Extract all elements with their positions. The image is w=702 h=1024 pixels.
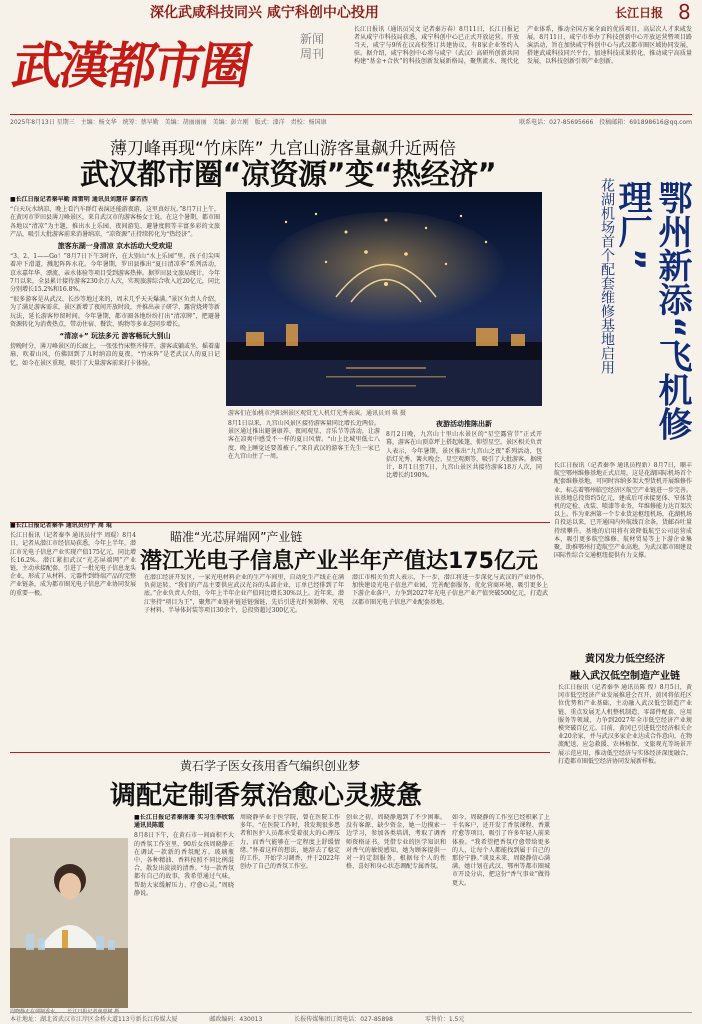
fragrance-column-2: 周晓静毕业于医学院，曾在医院工作多年。“在医院工作时，我发现很多患者和医护人员都承受着很大的心理压力，而香气能够在一定程度上舒缓情绪。”怀着这样的想法，她辞去了稳定的工作，开始学习调香，并于2022年创办了自己的香氛工作室。 — [240, 814, 340, 871]
footer-postcode: 邮政编码：430013 — [209, 1016, 263, 1023]
top-right-article-text: 长江日报讯（通讯员吴文 记者秦方春）8月11日，长江日报记者从咸宁市科技局获悉，咸宁科创中心已正式开放运营。开放当天，咸宁与9所在汉高校签订共建协议，有8家企业签约入驻。据介绍，咸宁科创中心将与咸宁（武汉）高研所创新共同构建“基金+合伙”的科技创新发展新格局，聚焦流水、现代化产业体系，推动全国方案全面的优质项目，高层次人才来咸发展。8月11日，咸宁市举办了科技创新中心开放运营暨项目路演活动，旨在加快咸宁科创中心与武汉都市圈区域协同发展，搭建武咸科技同兴平台，加速科技成果转化，推动咸宁高质量发展，以科技创新引领产业创新。 — [354, 26, 692, 65]
lead-subheading-2: “清凉+” 玩法多元 游客畅玩大别山 — [59, 332, 171, 341]
lead-paragraph-1: “3、2、1——Go！”8月7日下午3时许，在大别山“水上乐园”里，孩子们尖叫着冲下滑道，溅起阵阵水花。今年暑期，罗田县推出“夏日清凉季”系列活动，京水嘉年华、漂流、亲水体验等项目受到游客热捧。据罗田县文旅局统计，今年7月以来，全县累计接待游客230余万人次，实现旅游综合收入近20亿元，同比分别增长15.2%和16.8%。 — [10, 253, 220, 294]
qianjiang-paragraph-1: 长江日报讯（记者秦李 通讯员付宇 周琨）8月4日，记者从潜江市经信局获悉，今年上半年，潜江市光电子信息产业实现产值175亿元，同比增长16.2%。潜江紧扣武汉“光芯屏端网”产业链，主动承接配套，引进了一批光电子信息龙头企业，形成了从材料、元器件到终端产品的完整产业链条，成为都市圈光电子信息产业协同发展的重要一极。 — [10, 532, 136, 597]
lead-column-2 — [228, 420, 380, 518]
lead-paragraph-6: 8月2日晚，九宫山十里山水景区的“星空露营节”正式开幕，游客在山顶草坪上搭起帐篷，仰望星空。景区相关负责人表示，今年暑期，景区推出“九宫山之夜”系列活动，包括灯光秀、篝火晚会、星空观测等，吸引了大批游客。据统计，8月1日至7日，九宫山景区共接待游客18万人次，同比增长约190%。 — [386, 431, 542, 480]
footer-subscribe: 长报传媒集团订阅电话：027-85898 — [294, 1016, 393, 1023]
fragrance-title: 调配定制香氛治愈心灵疲惫 — [110, 781, 423, 811]
fragrance-photo — [10, 838, 128, 1008]
info-bar-contact: 联系电话：027-85695666 投稿邮箱：691898616@qq.com — [519, 119, 692, 126]
qianjiang-column-3: 潜江市相关负责人表示，下一步，潜江将进一步深化与武汉的产业协作，加快建设光电子信息产业园，完善配套服务，优化营商环境，吸引更多上下游企业落户，力争到2027年光电子信息产业产值突破500亿元，打造武汉都市圈光电子信息产业配套基地。 — [352, 574, 548, 606]
huanggang-body: 长江日报讯（记者秦李 通讯员陈 煌）8月5日，黄冈市低空经济产业发展推进会召开，黄冈将依托区位优势和产业基础，主动融入武汉低空制造产业链，重点发展无人机整机制造、零部件配套、应用服务等领域，力争到2027年全市低空经济产业规模突破百亿元。目前，黄冈已引进低空经济相关企业20余家，并与武汉多家企业达成合作意向，在物流配送、应急救援、农林植保、文旅观光等场景开展示范应用，推动低空经济与实体经济深度融合，打造都市圈低空经济协同发展新样板。 — [558, 684, 692, 765]
section-divider-2 — [10, 752, 550, 753]
masthead — [8, 26, 334, 96]
fragrance-kicker: 黄石学子医女孩用香气编织创业梦 — [180, 759, 361, 773]
info-bar-editors: 2025年8月13日 星期三 主编：杨文华 统筹：蔡早勤 美编：胡丽丽丽 美编：彭立刚 版式：漆洋 责校：杨国康 — [10, 119, 327, 126]
lead-paragraph-3: 傍晚时分，薄刀峰景区的长廊上，一张张竹床整齐排开，游客或躺或坐，摇着蒲扇、吹着山风，仿佛回到了儿时纳凉的夏夜。“竹床阵”是老武汉人的夏日记忆，如今在景区重现，吸引了大量游客前来打卡体验。 — [10, 343, 220, 367]
lead-column-3 — [386, 420, 542, 518]
qianjiang-byline: ■长江日报记者秦李 通讯员付宇 周 琨 — [10, 522, 112, 529]
ezhou-body: 长江日报讯（记者秦李 通讯员程新）8月7日，顺丰航空鄂州维修基地正式启用，这是花湖国际机场首个配套维修基地，可同时容纳多架大型货机开展维修作业，标志着鄂州临空经济区航空产业链进一步完善。该基地总投资约5亿元，建成后可承接宽体、窄体货机的定检、改装、喷漆等业务，年维修能力达百架次以上。作为亚洲第一个专业货运枢纽机场，花湖机场自投运以来，已开通国内外航线百余条，货邮吞吐量持续攀升。基地的启用将有效降低航空公司运营成本，吸引更多航空维修、航材贸易等上下游企业集聚，助推鄂州打造航空产业高地，为武汉都市圈建设国际性综合交通枢纽提供有力支撑。 — [554, 462, 692, 560]
header-headline: 深化武咸科技同兴 咸宁科创中心投用 — [150, 5, 379, 21]
lead-paragraph-4: 8月1日以来，九宫山风景区接待游客量同比增长近两倍。景区通过推出避暑康养、夜间观星、音乐节等活动，让游客在凉爽中感受不一样的夏日风情。“山上比城里低七八度，晚上睡觉还要盖被子。”来自武汉的游客王先生一家已在九宫山住了一周。 — [228, 420, 380, 460]
fragrance-column-3: 创业之初，周晓静遇到了不少困难。没有客源、缺少资金，她一边摸索一边学习，参加各类培训，考取了调香师资格证书。凭借专业的医学知识和对香气的敏锐感知，她为顾客提供一对一的定制服务，根据每个人的性格、喜好和身心状态调配专属香氛。 — [346, 814, 446, 871]
ezhou-title: 鄂州新添“飞机修理厂” — [612, 180, 692, 441]
lead-paragraph-2: “很多游客是从武汉、长沙等地过来的，周末几乎天天爆满。”景区负责人介绍，为了满足游客需求，景区新增了夜间开放时段，并推出亲子研学、露营烧烤等新玩法，延长游客停留时间。今年暑期，都市圈各地纷纷打出“清凉牌”，把避暑资源转化为消费热点，带动住宿、餐饮、购物等多业态同步增长。 — [10, 296, 220, 328]
lead-column-1 — [10, 196, 220, 518]
fragrance-paragraph-1: 8月8日下午，在黄石市一间面积不大的香氛工作室里，90后女孩周晓静正在调试一款新的香氛配方。玻璃瓶中，各种精油、香料按照不同比例混合，散发出淡淡的清香。“每一款香氛都有自己的故事，我希望通过气味，帮助大家缓解压力、疗愈心灵。”周晓静说。 — [134, 832, 234, 897]
huanggang-title: 融入武汉低空制造产业链 — [570, 671, 680, 682]
masthead-subtitle: 新闻周刊 — [300, 32, 325, 61]
qianjiang-title: 潜江光电子信息产业半年产值达175亿元 — [140, 549, 538, 574]
lead-byline: ■长江日报记者秦早勤 商雷明 通讯员刘慧祥 廖若西 — [10, 196, 148, 203]
huanggang-heading — [560, 650, 690, 682]
fragrance-column-4: 如今，周晓静的工作室已经积累了上千名客户，还开发了香氛课程、香薰疗愈等项目，吸引了许多年轻人前来体验。“我希望把香氛疗愈带给更多的人，让每个人都能找到属于自己的那份宁静。”谈及未来，周晓静信心满满，她计划在武汉、鄂州等都市圈城市开设分店，把这份“香气事业”做得更大。 — [452, 814, 550, 887]
footer — [10, 1012, 692, 1023]
header-brand: 长江日报 — [615, 6, 664, 20]
lead-photo — [226, 192, 542, 406]
page-number: 8 — [678, 0, 691, 24]
qianjiang-kicker: 瞄准“光芯屏端网”产业链 — [170, 530, 303, 544]
info-bar — [10, 114, 692, 129]
qianjiang-column-1 — [10, 522, 136, 748]
drone-show-illustration — [226, 192, 542, 406]
footer-address: 本社地址：湖北省武汉市江岸区金桥大道113号新长江传媒大厦 — [10, 1016, 178, 1023]
lead-photo-caption: 游客们在仙桃市沔阳洲景区观赏无人机灯光秀表演。通讯员刘 琪 摄 — [228, 410, 406, 417]
masthead-logo: 武漢都市圈 — [8, 36, 254, 95]
ezhou-subtitle: 花湖机场首个配套维修基地启用 — [599, 178, 615, 374]
fragrance-photo-caption: 周晓静正在调制香水。 长江日报记者南嘉树 摄 — [10, 1009, 120, 1015]
lead-kicker: 薄刀峰再现“竹床阵” 九宫山游客量飙升近两倍 — [110, 139, 457, 159]
lead-title: 武汉都市圈“凉资源”变“热经济” — [80, 157, 497, 191]
night-tour-heading: 夜游活动推陈出新 — [436, 420, 492, 428]
huanggang-kicker: 黄冈发力低空经济 — [585, 654, 665, 665]
lead-intro: “白天玩水纳凉，晚上看汽车群灯表演还能游夜游，这里真好玩。”8月7日上午，在黄冈市罗田县薄刀峰景区，来自武汉市的游客杨女士说。在这个暑期，都市圈各地以“清凉”为主题，推出水上乐园、夜间游览、避暑度假等丰富多彩的文旅产品，吸引大批游客前来消暑纳凉，“凉资源”正持续转化为“热经济”。 — [10, 206, 220, 238]
lead-subheading-1: 旅客东湖一身清凉 京水活动大受欢迎 — [57, 242, 173, 251]
header-strip — [0, 0, 702, 24]
qianjiang-column-2: 在潜江经济开发区，一家光电材料企业的生产车间里，自动化生产线正在满负荷运转。“我们的产品主要供应武汉光谷的头部企业，订单已经排到了年底。”企业负责人介绍，今年上半年企业产值同比增长30%以上。近年来，潜江坚持“项目为王”，聚焦产业链补链延链强链，先后引进光纤预制棒、光电子材料、半导体封装等项目30余个，总投资超过300亿元。 — [144, 574, 344, 614]
footer-price: 零售价：1.5元 — [424, 1016, 465, 1023]
fragrance-byline: ■长江日报记者秦南珊 实习生李欣铭 通讯员陈霞 — [134, 814, 234, 830]
fragrance-column-1 — [134, 814, 234, 1008]
perfume-maker-illustration — [10, 838, 128, 1008]
